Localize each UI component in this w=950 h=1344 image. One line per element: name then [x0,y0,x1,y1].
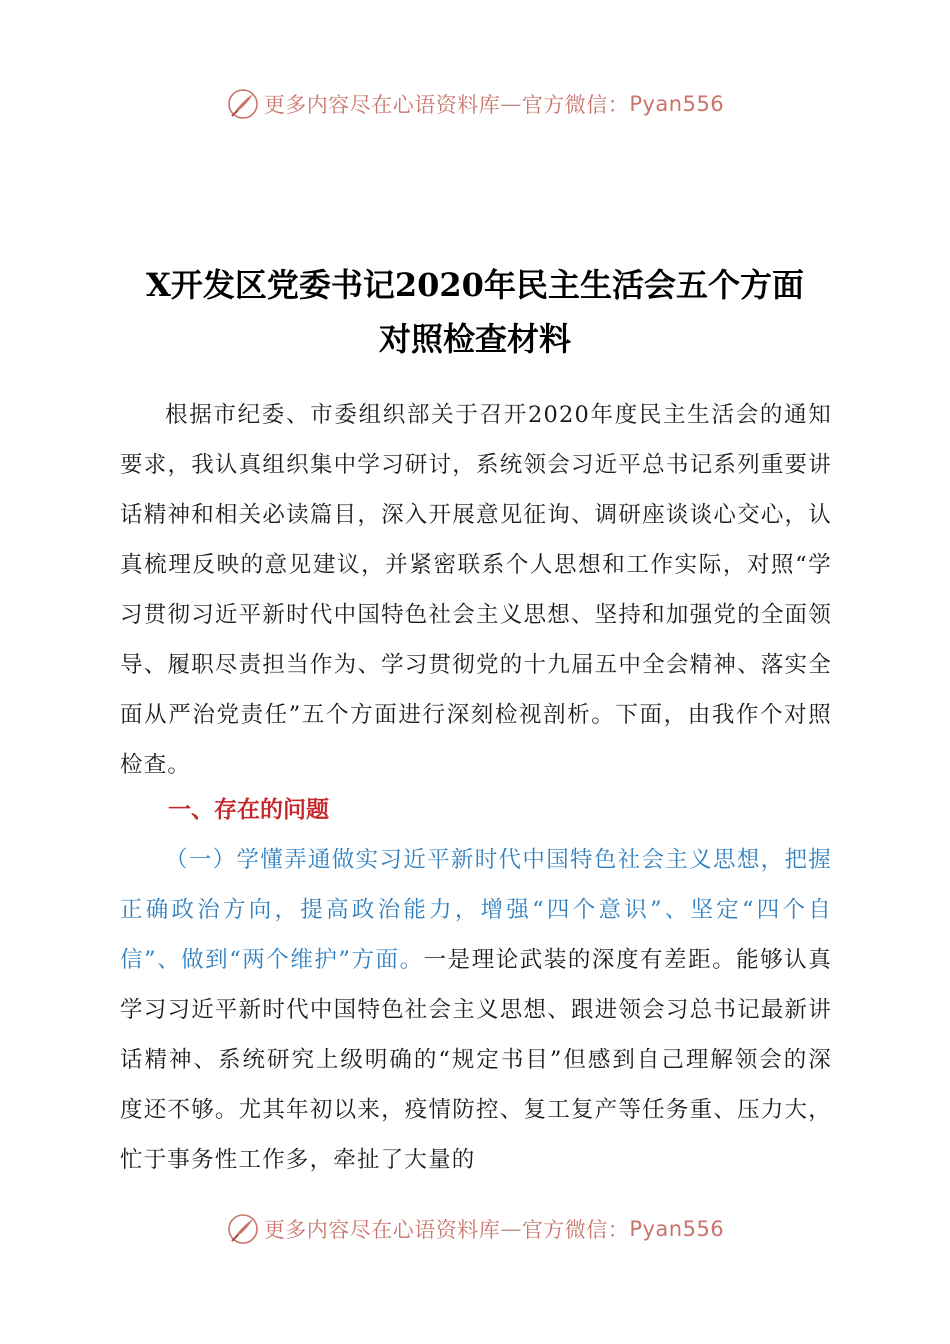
watermark-text: 更多内容尽在心语资料库 [263,93,501,117]
watermark-separator: — [500,1217,522,1241]
watermark-wechat-id: Pyan556 [629,1217,725,1241]
watermark-separator: — [500,92,522,116]
watermark-official: 官方微信： [521,93,630,117]
subsection-paragraph [120,835,832,1185]
intro-paragraph: 根据市纪委、市委组织部关于召开2020年度民主生活会的通知要求，我认真组织集中学习研讨，系统领会习近平总书记系列重要讲话精神和相关必读篇目，深入开展意见征询、调研座谈谈心交心，认真梳理反映的意见建议，并紧密联系个人思想和工作实际，对照“学习贯彻习近平新时代中国特色社会主义思想、坚持和加强党的全面领导、履职尽责担当作为、学习贯彻党的十九届五中全会精神、落实全面从严治党责任”五个方面进行深刻检视剖析。下面，由我作个对照检查。 [120,402,832,778]
watermark-text: 更多内容尽在心语资料库 [263,1218,501,1242]
watermark-footer [0,1209,950,1249]
watermark-wechat-id: Pyan556 [629,92,725,116]
subsection-heading: （一）学懂弄通做实习近平新时代中国特色社会主义思想，把握正确政治方向，提高政治能力，增强“四个意识”、坚定“四个自信”、做到“两个维护”方面。 [120,847,832,973]
section-heading-problems: 一、存在的问题 [168,797,329,823]
watermark-official: 官方微信： [521,1218,630,1242]
quill-logo-icon [226,87,260,121]
document-title [90,258,860,366]
title-line-1: X开发区党委书记2020年民主生活会五个方面 [146,266,804,304]
title-line-2: 对照检查材料 [378,320,571,358]
watermark-header [0,84,950,124]
subsection-body: 一是理论武装的深度有差距。能够认真学习习近平新时代中国特色社会主义思想、跟进领会习总书记最新讲话精神、系统研究上级明确的“规定书目”但感到自己理解领会的深度还不够。尤其年初以来，疫情防控、复工复产等任务重、压力大，忙于事务性工作多，牵扯了大量的 [120,947,832,1173]
quill-logo-icon [226,1212,260,1246]
